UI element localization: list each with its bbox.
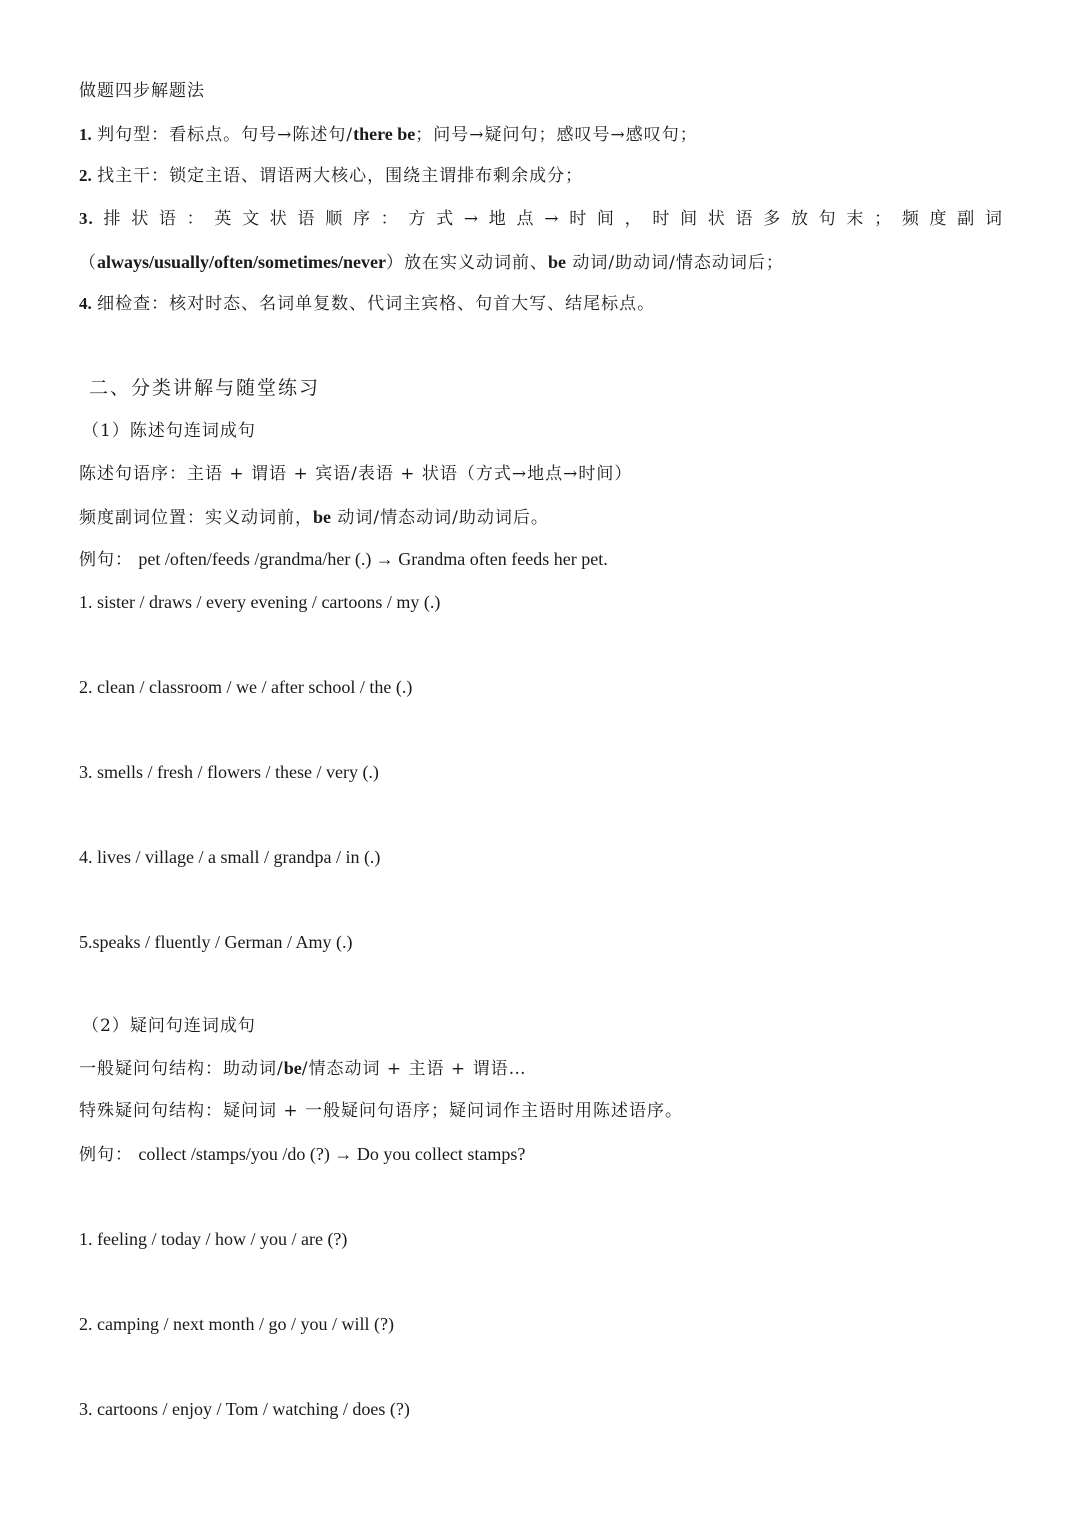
step-3-char: 方 [408,209,427,229]
step-3-char: 度 [929,209,948,229]
step-3-char: → [463,209,480,229]
part-1-rule-1: 陈述句语序：主语 + 谓语 + 宾语/表语 + 状语（方式→地点→时间） [79,464,633,484]
section-2-title: 二、分类讲解与随堂练习 [89,377,321,399]
part-2-example [79,1143,525,1166]
steps-title: 做题四步解题法 [79,81,205,101]
step-3-char: 末 [846,209,865,229]
step-3-number: 3. [79,209,94,228]
step-3-char: 英 [214,209,233,229]
part-1-example-text: pet /often/feeds /grandma/her (.) → Grandma often feeds her pet. [138,549,608,569]
step-3-char: 副 [957,209,976,229]
step-3-line-2 [79,251,784,274]
step-1-number: 1. [79,125,92,144]
step-3-char: 状 [707,209,726,229]
step-3-text-a: ）放在实义动词前、 [385,253,548,273]
step-1-text-a: 判句型：看标点。句号→陈述句/ [97,125,354,145]
step-3-line-1 [79,208,1003,230]
part-1-example-label: 例句： [79,550,133,570]
step-3-adverbs: always/usually/often/sometimes/never [97,252,386,272]
part-2-rule-1-b: /情态动词 + 主语 + 谓语… [301,1059,527,1079]
step-2-text: 找主干：锁定主语、谓语两大核心，围绕主谓排布剩余成分； [97,166,584,186]
part-2-example-label: 例句： [79,1145,133,1165]
step-1-text-c: ；问号→疑问句；感叹号→感叹句； [415,125,698,145]
part-2-item-1: 1. feeling / today / how / you / are (?) [79,1229,348,1249]
step-3-char: 状 [131,209,150,229]
step-4-number: 4. [79,294,92,313]
step-3-char: 间 [596,209,615,229]
step-3-paren-open: （ [79,253,97,273]
step-3-char: ， [624,209,643,229]
step-2 [79,165,583,187]
step-3-char: 句 [818,209,837,229]
part-2-rule-1-a: 一般疑问句结构：助动词/ [79,1059,284,1079]
step-4 [79,293,655,315]
step-1 [79,123,698,146]
part-2-item-2: 2. camping / next month / go / you / will (?) [79,1314,394,1334]
part-1-rule-2-be: be [313,507,331,527]
part-2-title: （2）疑问句连词成句 [82,1016,256,1036]
step-3-char: ： [380,209,399,229]
step-3-text-b: 动词/助动词/情态动词后； [565,253,784,273]
step-3-char: ： [186,209,205,229]
step-3-char: 顺 [325,209,344,229]
step-3-char: 多 [763,209,782,229]
step-3-char: 放 [790,209,809,229]
part-1-rule-2-b: 动词/情态动词/助动词后。 [331,508,549,528]
step-3-char: ； [874,209,893,229]
step-3-char: 语 [297,209,316,229]
part-1-item-5: 5.speaks / fluently / German / Amy (.) [79,932,353,952]
part-1-item-2: 2. clean / classroom / we / after school / the (.) [79,677,413,697]
step-3-char: 排 [103,209,122,229]
part-1-item-1: 1. sister / draws / every evening / cartoons / my (.) [79,592,441,612]
part-2-rule-1-be: be [283,1058,302,1078]
step-3-char: 间 [680,209,699,229]
part-1-rule-2-a: 频度副词位置：实义动词前， [79,508,313,528]
part-1-example [79,548,608,571]
step-4-text: 细检查：核对时态、名词单复数、代词主宾格、句首大写、结尾标点。 [97,294,656,314]
step-3-char: 时 [569,209,588,229]
step-3-char: 语 [158,209,177,229]
part-2-example-text: collect /stamps/you /do (?) → Do you collect stamps? [138,1144,526,1164]
part-2-item-3: 3. cartoons / enjoy / Tom / watching / does (?) [79,1399,410,1419]
step-3-char: 频 [901,209,920,229]
step-3-char: 状 [269,209,288,229]
step-3-char: 语 [735,209,754,229]
step-3-char: 式 [436,209,455,229]
part-1-item-4: 4. lives / village / a small / grandpa / in (.) [79,847,381,867]
part-2-rule-1 [79,1057,527,1080]
step-3-char: → [544,209,560,229]
part-1-item-3: 3. smells / fresh / flowers / these / very (.) [79,762,379,782]
step-3-char: 地 [488,209,507,229]
step-3-char: 点 [516,209,535,229]
step-3-char: 序 [352,209,371,229]
step-1-there-be: there be [353,124,416,144]
step-3-char: 文 [242,209,261,229]
step-2-number: 2. [79,166,92,185]
step-3-char: 时 [652,209,671,229]
step-3-be: be [547,252,566,272]
part-2-rule-2: 特殊疑问句结构：疑问词 + 一般疑问句语序；疑问词作主语时用陈述语序。 [79,1101,684,1121]
part-1-title: （1）陈述句连词成句 [82,421,256,441]
step-3-char: 词 [984,209,1003,229]
part-1-rule-2 [79,506,549,529]
